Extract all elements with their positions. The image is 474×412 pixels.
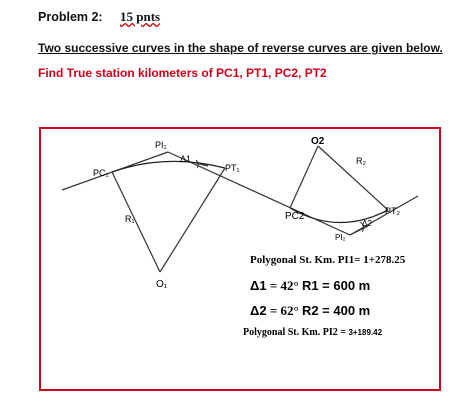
task-text: Find True station kilometers of PC1, PT1, PC2, PT2	[38, 66, 327, 80]
points-value: 15 pnts	[120, 9, 161, 24]
tangent-2	[168, 152, 350, 235]
delta2-prefix: Δ2	[250, 303, 267, 318]
delta2-label: Δ2	[362, 219, 372, 228]
pt1-label: PT₁	[225, 163, 240, 173]
delta1-prefix: Δ1	[250, 278, 267, 293]
curve-2	[290, 208, 388, 223]
problem-label: Problem 2:	[38, 10, 103, 24]
r2-label: R₂	[356, 156, 366, 166]
o1-label: O₁	[156, 279, 168, 290]
pi2-label: PI₂	[335, 233, 346, 242]
curves	[112, 161, 388, 222]
delta1-label: Δ1	[180, 154, 192, 164]
r2-value: R2 = 400 m	[301, 303, 371, 318]
radius-2a	[290, 146, 318, 208]
delta1-value: = 42°	[266, 278, 302, 293]
delta2-row	[250, 303, 370, 318]
delta1-arc	[196, 160, 198, 168]
radius-1b	[160, 168, 225, 272]
pi2-station-value: 3+189.42	[348, 328, 383, 337]
pi2-station-row	[243, 327, 383, 338]
radius-2b	[318, 146, 388, 210]
pi1-label: PI₁	[155, 140, 167, 150]
pc2-label: PC2	[285, 211, 305, 222]
tangent-3	[350, 196, 418, 235]
problem-statement: Two successive curves in the shape of reverse curves are given below.	[38, 41, 443, 55]
delta1-row	[250, 278, 370, 293]
pi1-station-text: Polygonal St. Km. PI1= 1+278.25	[250, 254, 406, 266]
o2-label: O2	[311, 136, 325, 147]
pc1-label: PC₁	[93, 168, 109, 178]
pt2-label: PT₂	[385, 206, 400, 216]
curve-data-info	[243, 254, 406, 338]
pi2-station-label: Polygonal St. Km. PI2 =	[243, 327, 349, 338]
r1-label: R₁	[125, 214, 135, 224]
radius-1a	[112, 172, 160, 272]
r1-value: R1 = 600 m	[301, 278, 371, 293]
delta2-value: = 62°	[266, 303, 302, 318]
